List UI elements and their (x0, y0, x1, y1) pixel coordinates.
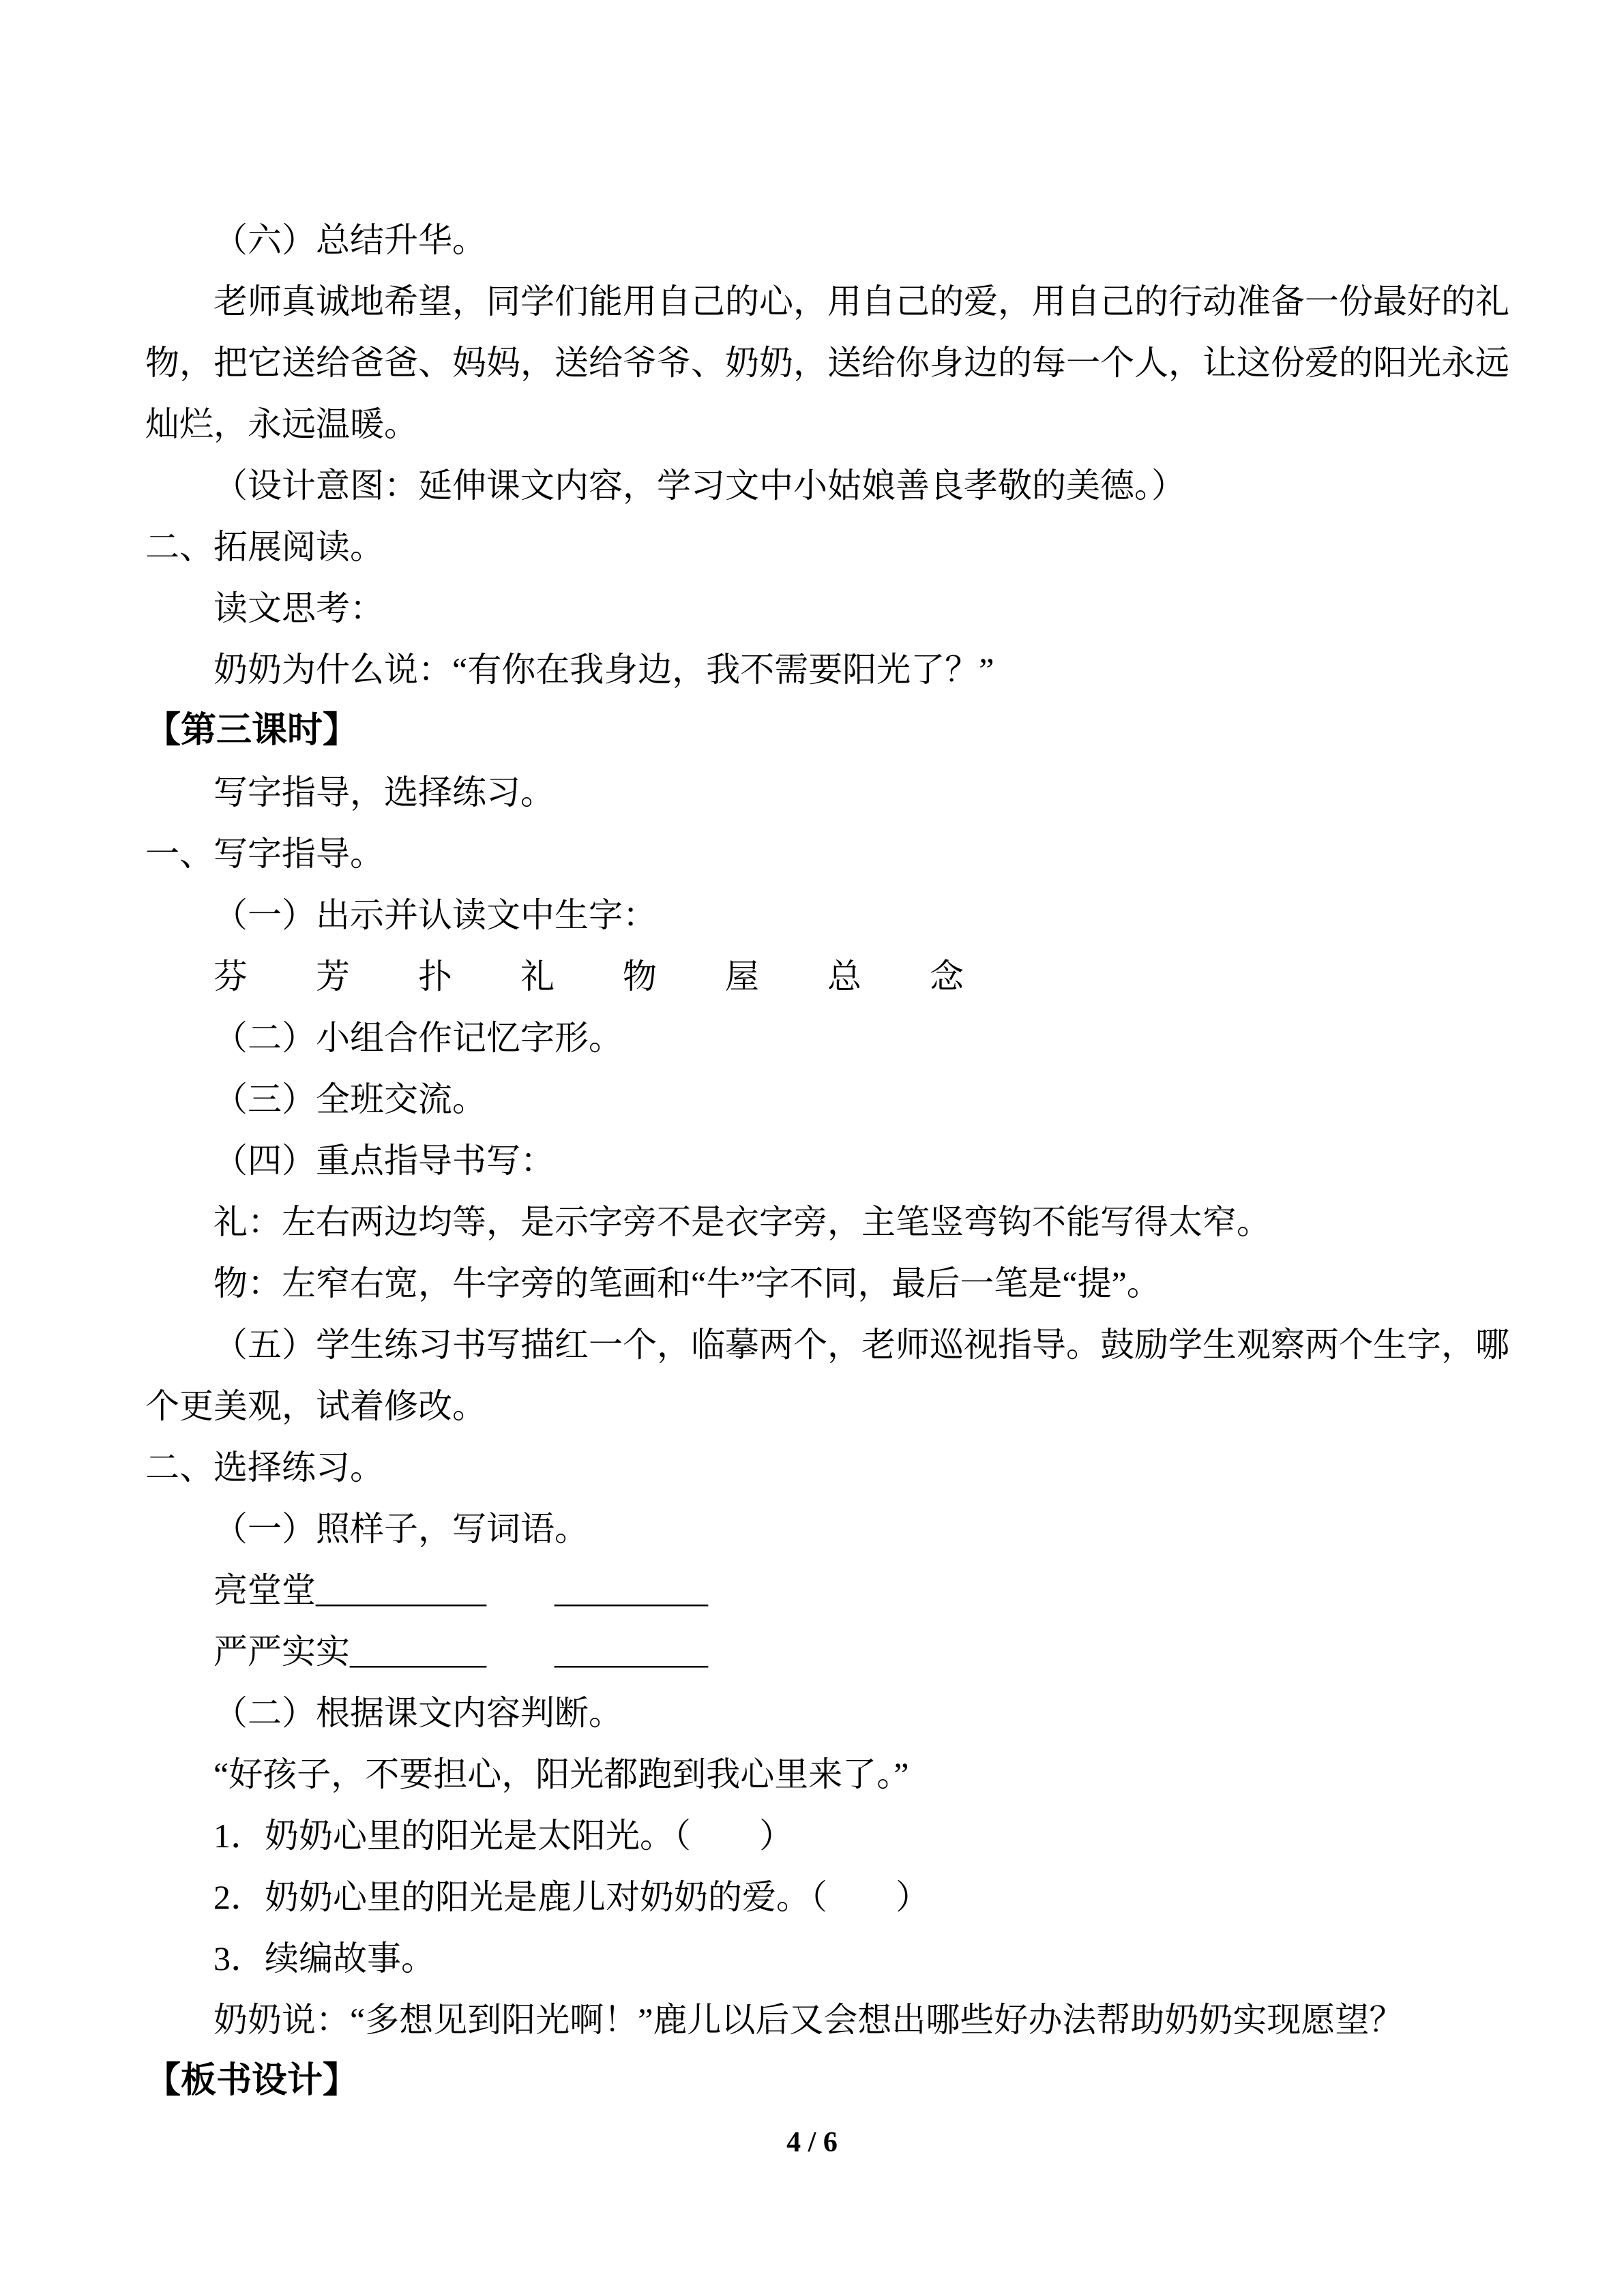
line-judgment-1: 1．奶奶心里的阳光是太阳光。（ ） (213, 1817, 793, 1855)
line-part-1-writing-guidance: 一、写字指导。 (145, 835, 384, 873)
line-design-intent: （设计意图：延伸课文内容，学习文中小姑娘善良孝敬的美德。） (213, 466, 1185, 505)
page-number: 4 / 6 (786, 2127, 838, 2158)
line-paragraph-teacher-hope-3: 灿烂，永远温暖。 (145, 405, 418, 443)
heading-lesson-3: 【第三课时】 (145, 711, 359, 750)
line-blank-yanyanshishi: 严严实实________ _________ (213, 1632, 708, 1671)
line-item-3-class-exchange: （三）全班交流。 (213, 1080, 486, 1118)
line-exercise-2-title: （二）根据课文内容判断。 (213, 1694, 623, 1732)
line-reading-prompt: 读文思考： (213, 589, 384, 627)
line-grandma-question: 奶奶为什么说：“有你在我身边，我不需要阳光了？” (213, 651, 994, 689)
line-item-5-practice-2: 个更美观，试着修改。 (145, 1387, 486, 1425)
line-section-6-title: （六）总结升华。 (213, 221, 486, 259)
line-li-character-note: 礼：左右两边均等，是示字旁不是衣字旁，主笔竖弯钩不能写得太窄。 (213, 1203, 1271, 1241)
heading-board-design: 【板书设计】 (145, 2061, 359, 2100)
line-character-row: 芬 芳 扑 礼 物 屋 总 念 (213, 957, 964, 996)
line-wu-character-note: 物：左窄右宽，牛字旁的笔画和“牛”字不同，最后一笔是“提”。 (213, 1264, 1161, 1302)
line-exercise-1-title: （一）照样子，写词语。 (213, 1510, 589, 1548)
line-paragraph-teacher-hope-2: 物，把它送给爸爸、妈妈，送给爷爷、奶奶，送给你身边的每一个人，让这份爱的阳光永远 (145, 344, 1509, 382)
line-paragraph-teacher-hope-1: 老师真诚地希望，同学们能用自己的心，用自己的爱，用自己的行动准备一份最好的礼 (213, 282, 1509, 320)
line-part-2-exercises: 二、选择练习。 (145, 1448, 384, 1487)
line-section-2-extended-reading: 二、拓展阅读。 (145, 528, 384, 566)
line-quote-good-child: “好孩子，不要担心，阳光都跑到我心里来了。” (213, 1755, 909, 1793)
line-item-4-key-guidance: （四）重点指导书写： (213, 1142, 555, 1180)
line-blank-liangtangtang: 亮堂堂__________ _________ (213, 1571, 708, 1609)
line-judgment-3: 3．续编故事。 (213, 1939, 435, 1978)
line-judgment-2: 2．奶奶心里的阳光是鹿儿对奶奶的爱。（ ） (213, 1878, 930, 1916)
line-item-2-group-memory: （二）小组合作记忆字形。 (213, 1019, 623, 1057)
line-item-1-new-characters: （一）出示并认读文中生字： (213, 896, 657, 934)
line-continue-story-prompt: 奶奶说：“多想见到阳光啊！”鹿儿以后又会想出哪些好办法帮助奶奶实现愿望？ (213, 2001, 1404, 2039)
line-item-5-practice-1: （五）学生练习书写描红一个，临摹两个，老师巡视指导。鼓励学生观察两个生字，哪 (213, 1326, 1509, 1364)
line-lesson-3-overview: 写字指导，选择练习。 (213, 773, 555, 811)
